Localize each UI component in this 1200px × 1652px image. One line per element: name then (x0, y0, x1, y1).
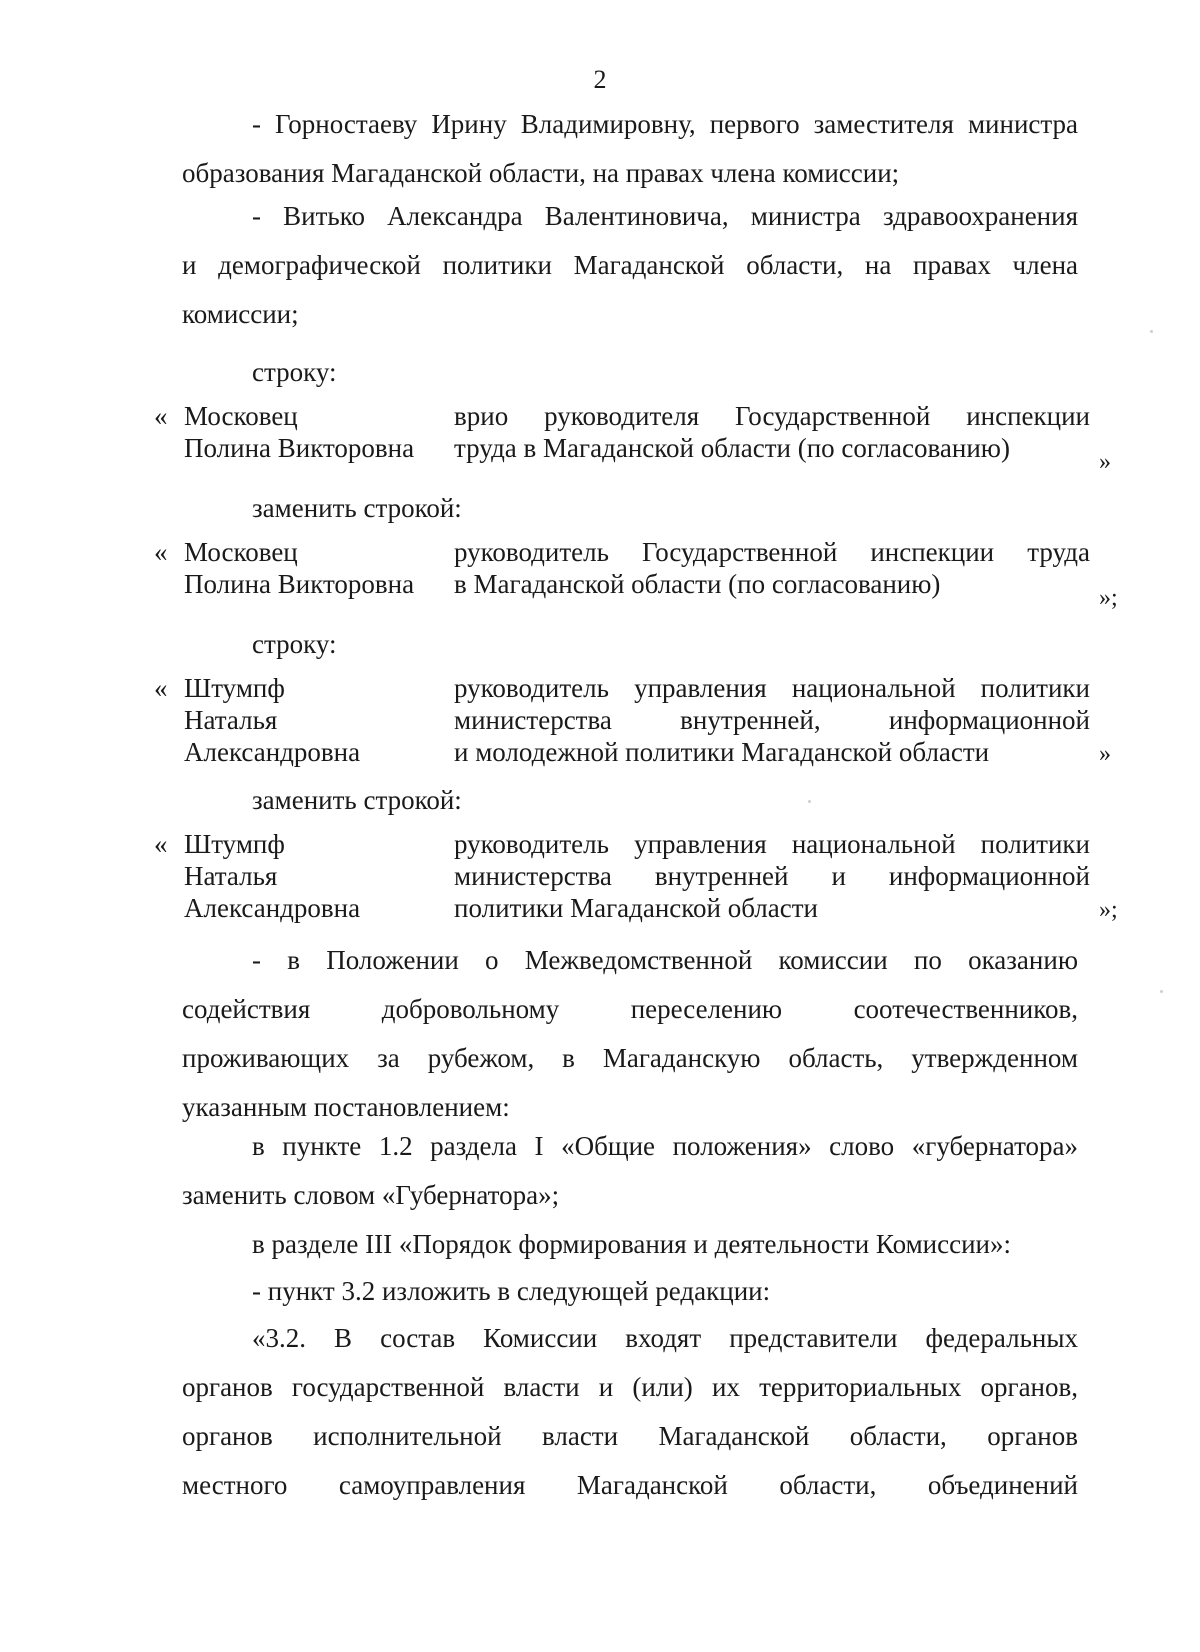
text-line: содействия добровольному переселению соотечественников, (182, 994, 1078, 1024)
name-line: Александровна (184, 737, 361, 767)
entry-description (454, 536, 1090, 600)
name-line: Полина Викторовна (184, 569, 415, 599)
text-line: в пункте 1.2 раздела I «Общие положения» слово «губернатора» (252, 1131, 1078, 1161)
paragraph-point-1-2 (182, 1122, 1078, 1220)
desc-line: руководитель Государственной инспекции труда (454, 537, 1090, 567)
desc-line: труда в Магаданской области (по согласованию) (454, 433, 1010, 463)
section-line: в разделе III «Порядок формирования и деятельности Комиссии»: (252, 1229, 1011, 1259)
text-line: комиссии; (182, 299, 299, 329)
paragraph-vitko (182, 192, 1078, 339)
desc-line: в Магаданской области (по согласованию) (454, 569, 941, 599)
table-entry-moskovets-old (154, 400, 1114, 475)
text-line: и демографической политики Магаданской области, на правах члена (182, 250, 1078, 280)
text-line: местного самоуправления Магаданской области, объединений (182, 1470, 1078, 1500)
scan-speck (1150, 330, 1153, 333)
paragraph-polozhenie (182, 936, 1078, 1132)
table-entry-moskovets-new (154, 536, 1118, 611)
scan-speck (808, 800, 811, 803)
entry-description (454, 672, 1090, 768)
open-quote: « (154, 673, 168, 703)
replace-label: заменить строкой: (252, 493, 462, 523)
text-line: указанным постановлением: (182, 1092, 510, 1122)
entry-description (454, 828, 1090, 924)
text-line: - Горностаеву Ирину Владимировну, первого заместителя министра (252, 109, 1078, 139)
open-quote: « (154, 537, 168, 567)
entry-name (184, 400, 444, 464)
name-line: Полина Викторовна (184, 433, 415, 463)
name-line: Александровна (184, 893, 361, 923)
desc-line: и молодежной политики Магаданской области (454, 737, 990, 767)
desc-line: врио руководителя Государственной инспекции (454, 401, 1090, 431)
close-quote: »; (1099, 897, 1118, 923)
scan-speck (1160, 990, 1163, 993)
entry-description (454, 400, 1090, 464)
table-entry-shtumpf-new (154, 828, 1118, 924)
point-line: - пункт 3.2 изложить в следующей редакции: (252, 1276, 771, 1306)
desc-line: руководитель управления национальной политики (454, 673, 1090, 703)
text-line: «3.2. В состав Комиссии входят представители федеральных (252, 1323, 1078, 1353)
open-quote: « (154, 829, 168, 859)
table-entry-shtumpf-old (154, 672, 1114, 768)
text-line: заменить словом «Губернатора»; (182, 1180, 560, 1210)
desc-line: руководитель управления национальной политики (454, 829, 1090, 859)
text-line: - Витько Александра Валентиновича, министра здравоохранения (252, 201, 1078, 231)
entry-name (184, 672, 444, 768)
name-line: Наталья (184, 705, 278, 735)
desc-line: политики Магаданской области (454, 893, 818, 923)
name-line: Московец (184, 401, 298, 431)
desc-line: министерства внутренней, информационной (454, 705, 1090, 735)
desc-line: министерства внутренней и информационной (454, 861, 1090, 891)
text-line: органов государственной власти и (или) их территориальных органов, (182, 1372, 1078, 1402)
paragraph-gornostaeva (182, 100, 1078, 198)
line-label: строку: (252, 357, 337, 387)
close-quote: »; (1099, 585, 1118, 611)
text-line: органов исполнительной власти Магаданской области, органов (182, 1421, 1078, 1451)
name-line: Московец (184, 537, 298, 567)
text-line: - в Положении о Межведомственной комиссии по оказанию (252, 945, 1078, 975)
line-label: строку: (252, 629, 337, 659)
close-quote: » (1099, 449, 1111, 475)
text-line: проживающих за рубежом, в Магаданскую область, утвержденном (182, 1043, 1078, 1073)
name-line: Штумпф (184, 829, 285, 859)
replace-label: заменить строкой: (252, 785, 462, 815)
entry-name (184, 536, 444, 600)
paragraph-point-3-2 (182, 1314, 1078, 1510)
text-line: образования Магаданской области, на правах члена комиссии; (182, 158, 900, 188)
entry-name (184, 828, 444, 924)
close-quote: » (1099, 741, 1111, 767)
name-line: Штумпф (184, 673, 285, 703)
name-line: Наталья (184, 861, 278, 891)
open-quote: « (154, 401, 168, 431)
page-number: 2 (593, 65, 607, 94)
